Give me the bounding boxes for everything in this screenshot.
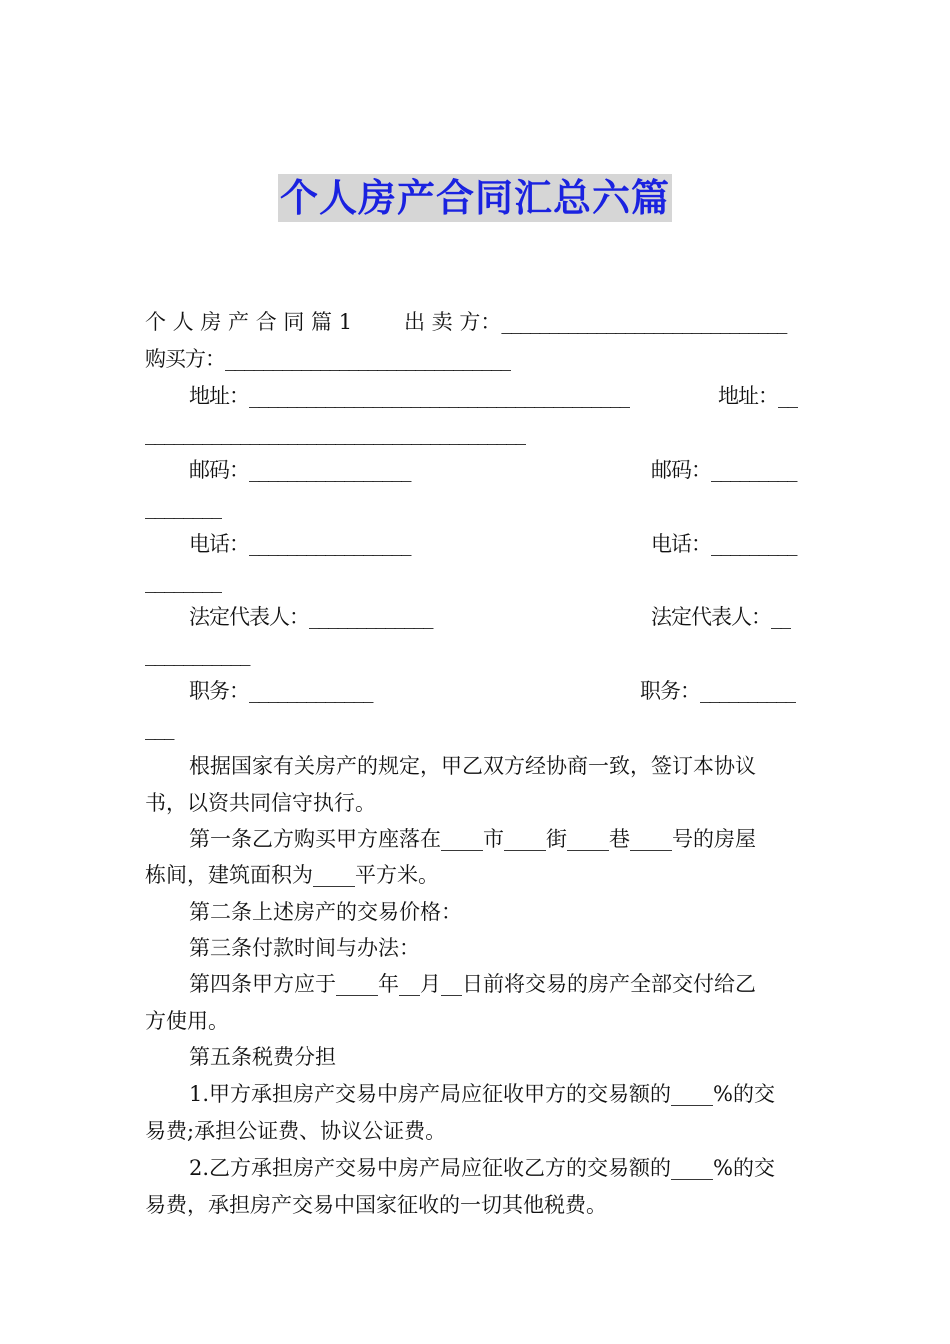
- paragraph-line: 1.甲方承担房产交易中房产局应征收甲方的交易额的____%的交: [189, 1082, 775, 1106]
- document-title: 个人房产合同汇总六篇: [279, 176, 670, 220]
- section-label: 个 人 房 产 合 同 篇 1: [145, 310, 353, 334]
- seller-label: 出 卖 方：: [404, 310, 502, 334]
- address-continuation: ________________________________________: [145, 421, 525, 445]
- legal-rep-continuation: ___________: [145, 642, 250, 666]
- postcode-left: 邮码：_________________: [189, 458, 411, 482]
- position-continuation: ___: [145, 716, 174, 740]
- position-right: 职务：__________: [640, 679, 795, 703]
- phone-right: 电话：_________: [651, 532, 797, 556]
- postcode-continuation: ________: [145, 495, 221, 519]
- paragraph-line: 书，以资共同信守执行。: [145, 791, 376, 815]
- paragraph-line: 易费，承担房产交易中国家征收的一切其他税费。: [145, 1193, 607, 1217]
- seller-blank: ______________________________: [501, 310, 787, 334]
- legal-rep-left: 法定代表人：_____________: [189, 605, 433, 629]
- phone-continuation: ________: [145, 569, 221, 593]
- address-left: 地址：________________________________________: [189, 384, 629, 408]
- phone-left: 电话：_________________: [189, 532, 411, 556]
- seller-field: [404, 308, 786, 336]
- paragraph-line: 第二条上述房产的交易价格：: [189, 900, 462, 924]
- legal-rep-right: 法定代表人：__: [651, 605, 790, 629]
- paragraph-line: 2.乙方承担房产交易中房产局应征收乙方的交易额的____%的交: [189, 1156, 775, 1180]
- section-heading: [145, 308, 352, 336]
- paragraph-line: 易费;承担公证费、协议公证费。: [145, 1119, 447, 1143]
- paragraph-line: 栋间，建筑面积为____平方米。: [145, 863, 439, 887]
- title-container: [0, 174, 950, 222]
- postcode-right: 邮码：_________: [651, 458, 797, 482]
- paragraph-line: 第五条税费分担: [189, 1045, 336, 1069]
- paragraph-line: 根据国家有关房产的规定，甲乙双方经协商一致，签订本协议: [189, 754, 756, 778]
- buyer-field: 购买方：______________________________: [145, 347, 510, 371]
- paragraph-line: 第四条甲方应于____年__月__日前将交易的房产全部交付给乙: [189, 972, 756, 996]
- position-left: 职务：_____________: [189, 679, 373, 703]
- address-right: 地址：__: [718, 384, 797, 408]
- paragraph-line: 方使用。: [145, 1009, 229, 1033]
- paragraph-line: 第三条付款时间与办法：: [189, 936, 420, 960]
- paragraph-line: 第一条乙方购买甲方座落在____市____街____巷____号的房屋: [189, 827, 756, 851]
